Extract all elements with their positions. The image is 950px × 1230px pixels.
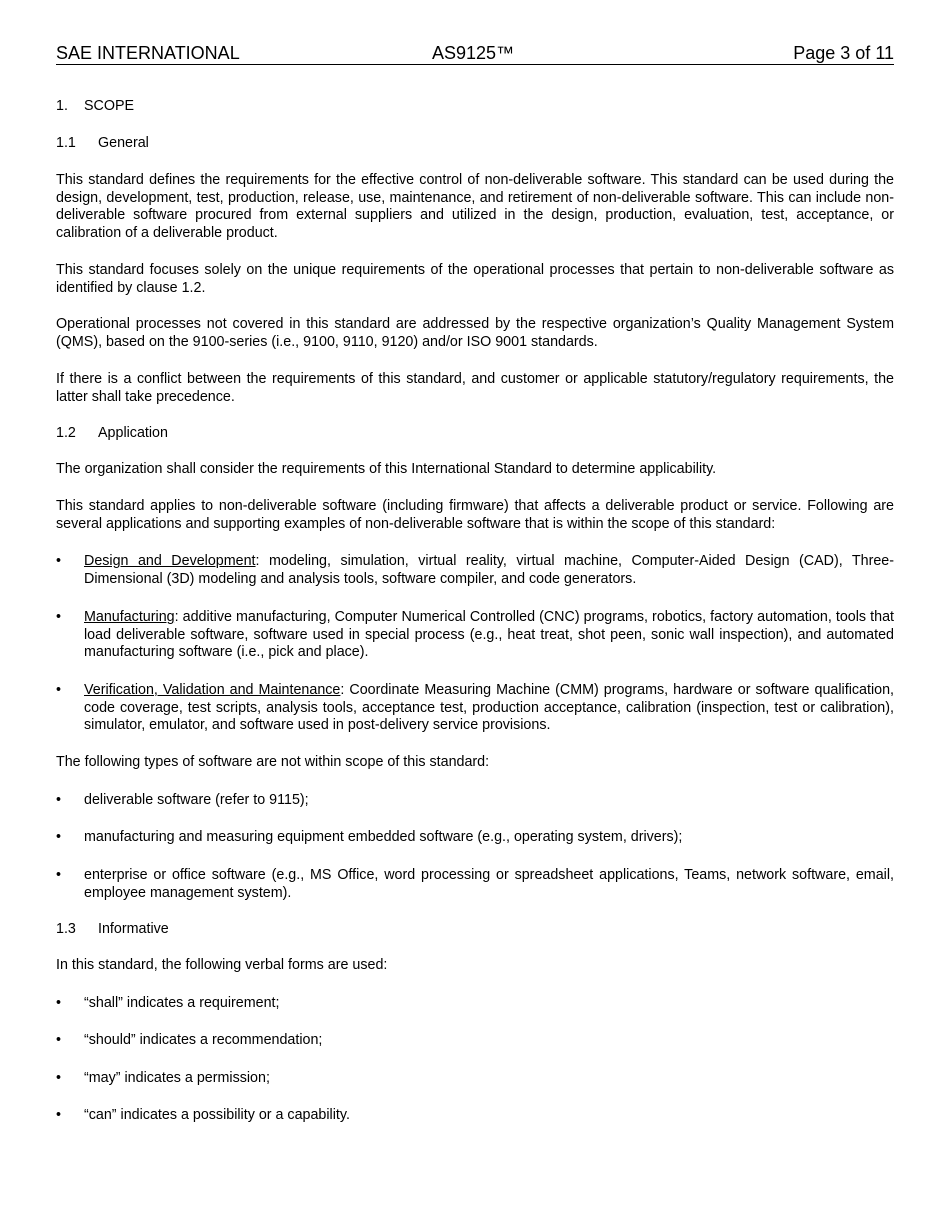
bullet-icon: •: [56, 995, 62, 1011]
header-page-number: Page 3 of 11: [793, 43, 894, 63]
informative-paragraph-1: In this standard, the following verbal forms are used:: [56, 957, 388, 973]
term: Verification, Validation and Maintenance: [84, 682, 341, 698]
list-item-text: enterprise or office software (e.g., MS Office, word processing or spreadsheet applications, Teams, network software, email, employee management system).: [84, 867, 894, 901]
application-paragraph-2: This standard applies to non-deliverable software (including firmware) that affects a deliverable product or service. Following are several applications and supporting examples of non-deliverable software that is within the scope of this standard:: [56, 498, 894, 532]
section-heading-application: [56, 425, 894, 443]
list-item-text: deliverable software (refer to 9115);: [84, 792, 309, 808]
header-doc-id: AS9125™: [432, 43, 515, 63]
list-item-text: “shall” indicates a requirement;: [84, 995, 280, 1011]
general-paragraph-2: This standard focuses solely on the unique requirements of the operational processes that pertain to non-deliverable software as identified by clause 1.2.: [56, 262, 894, 296]
bullet-icon: •: [56, 867, 62, 883]
section-number: 1.2: [56, 425, 76, 441]
general-paragraph-3: Operational processes not covered in this standard are addressed by the respective organization’s Quality Management System (QMS), based on the 9100-series (i.e., 9100, 9110, 9120) and/or ISO 9001 standards.: [56, 316, 894, 350]
section-number: 1.: [56, 98, 68, 114]
section-number: 1.3: [56, 921, 76, 937]
section-number: 1.1: [56, 135, 76, 151]
general-paragraph-1: This standard defines the requirements for the effective control of non-deliverable software. This standard can be used during the design, development, test, production, release, use, maintenance, and retirement of non-deliverable software. This can include non-deliverable software procured from external suppliers and utilized in the design, production, evaluation, test, acceptance, or calibration of a deliverable product.: [56, 172, 894, 241]
term: Manufacturing: [84, 609, 175, 625]
header-org: SAE INTERNATIONAL: [56, 43, 240, 63]
list-item-text: “should” indicates a recommendation;: [84, 1032, 323, 1048]
section-heading-informative: [56, 921, 894, 939]
bullet-icon: •: [56, 1107, 62, 1123]
section-heading-scope: [56, 98, 894, 116]
bullet-icon: •: [56, 829, 62, 845]
list-item-text: “may” indicates a permission;: [84, 1070, 270, 1086]
bullet-icon: •: [56, 1032, 62, 1048]
section-title: Application: [98, 425, 168, 441]
list-item-text: Design and Development: modeling, simulation, virtual reality, virtual machine, Computer-Aided Design (CAD), Three-Dimensional (3D) modeling and analysis tools, software compiler, and code generators.: [84, 553, 894, 587]
bullet-icon: •: [56, 1070, 62, 1086]
list-item-text: “can” indicates a possibility or a capability.: [84, 1107, 350, 1123]
bullet-icon: •: [56, 609, 62, 625]
application-paragraph-1: The organization shall consider the requirements of this International Standard to determine applicability.: [56, 461, 717, 477]
section-heading-general: [56, 135, 894, 153]
term: Design and Development: [84, 553, 256, 569]
section-title: General: [98, 135, 149, 151]
page-header: [56, 43, 894, 65]
section-title: SCOPE: [84, 98, 135, 114]
general-paragraph-4: If there is a conflict between the requirements of this standard, and customer or applicable statutory/regulatory requirements, the latter shall take precedence.: [56, 371, 894, 405]
section-title: Informative: [98, 921, 169, 937]
application-paragraph-3: The following types of software are not within scope of this standard:: [56, 754, 490, 770]
bullet-icon: •: [56, 553, 62, 569]
list-item-text: Manufacturing: additive manufacturing, Computer Numerical Controlled (CNC) programs, robotics, factory automation, tools that load deliverable software, software used in special process (e.g., heat treat, shot peen, sonic wall inspection), and automated manufacturing software (i.e., pick and place).: [84, 609, 894, 660]
bullet-icon: •: [56, 682, 62, 698]
list-item-text: Verification, Validation and Maintenance: Coordinate Measuring Machine (CMM) programs, hardware or software qualification, code coverage, test scripts, analysis tools, acceptance test, production acceptance, calibration (inspection, test or calibration), simulator, emulator, and software used in post-delivery service provisions.: [84, 682, 894, 733]
list-item-text: manufacturing and measuring equipment embedded software (e.g., operating system, drivers);: [84, 829, 683, 845]
bullet-icon: •: [56, 792, 62, 808]
